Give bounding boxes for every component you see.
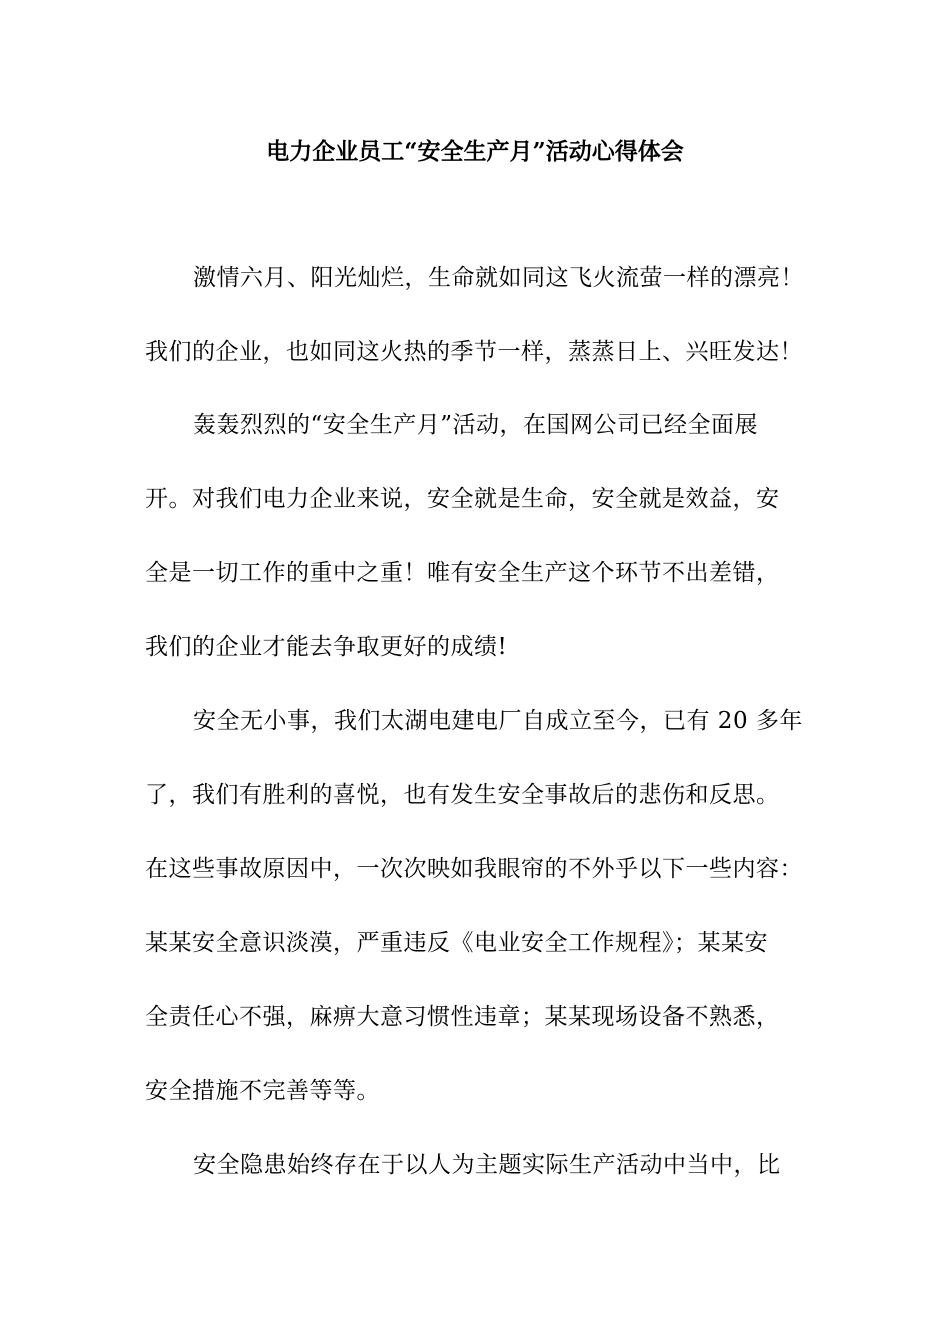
paragraph-line: 某某安全意识淡漠，严重违反《电业安全工作规程》；某某安 xyxy=(145,930,768,956)
paragraph-line: 激情六月、阳光灿烂，生命就如同这飞火流萤一样的漂亮！ xyxy=(193,265,804,291)
paragraph-line: 安全隐患始终存在于以人为主题实际生产活动中当中，比 xyxy=(193,1152,781,1178)
paragraph-line: 全责任心不强，麻痹大意习惯性违章；某某现场设备不熟悉， xyxy=(145,1004,780,1030)
paragraph-line: 我们的企业才能去争取更好的成绩! xyxy=(145,634,508,660)
paragraph-line: 全是一切工作的重中之重！唯有安全生产这个环节不出差错， xyxy=(145,560,780,586)
paragraph-line: 了，我们有胜利的喜悦，也有发生安全事故后的悲伤和反思。 xyxy=(145,782,780,808)
document-title: 电力企业员工“安全生产月”活动心得体会 xyxy=(266,138,684,165)
paragraph-line: 安全无小事，我们太湖电建电厂自成立至今，已有 20 多年 xyxy=(193,708,803,734)
paragraph-line: 开。对我们电力企业来说，安全就是生命，安全就是效益，安 xyxy=(145,486,780,512)
paragraph-line: 安全措施不完善等等。 xyxy=(145,1078,380,1104)
paragraph-line: 我们的企业，也如同这火热的季节一样，蒸蒸日上、兴旺发达！ xyxy=(145,339,803,365)
paragraph-line: 在这些事故原因中，一次次映如我眼帘的不外乎以下一些内容： xyxy=(145,856,803,882)
paragraph-line: 轰轰烈烈的“安全生产月”活动，在国网公司已经全面展 xyxy=(193,412,759,438)
